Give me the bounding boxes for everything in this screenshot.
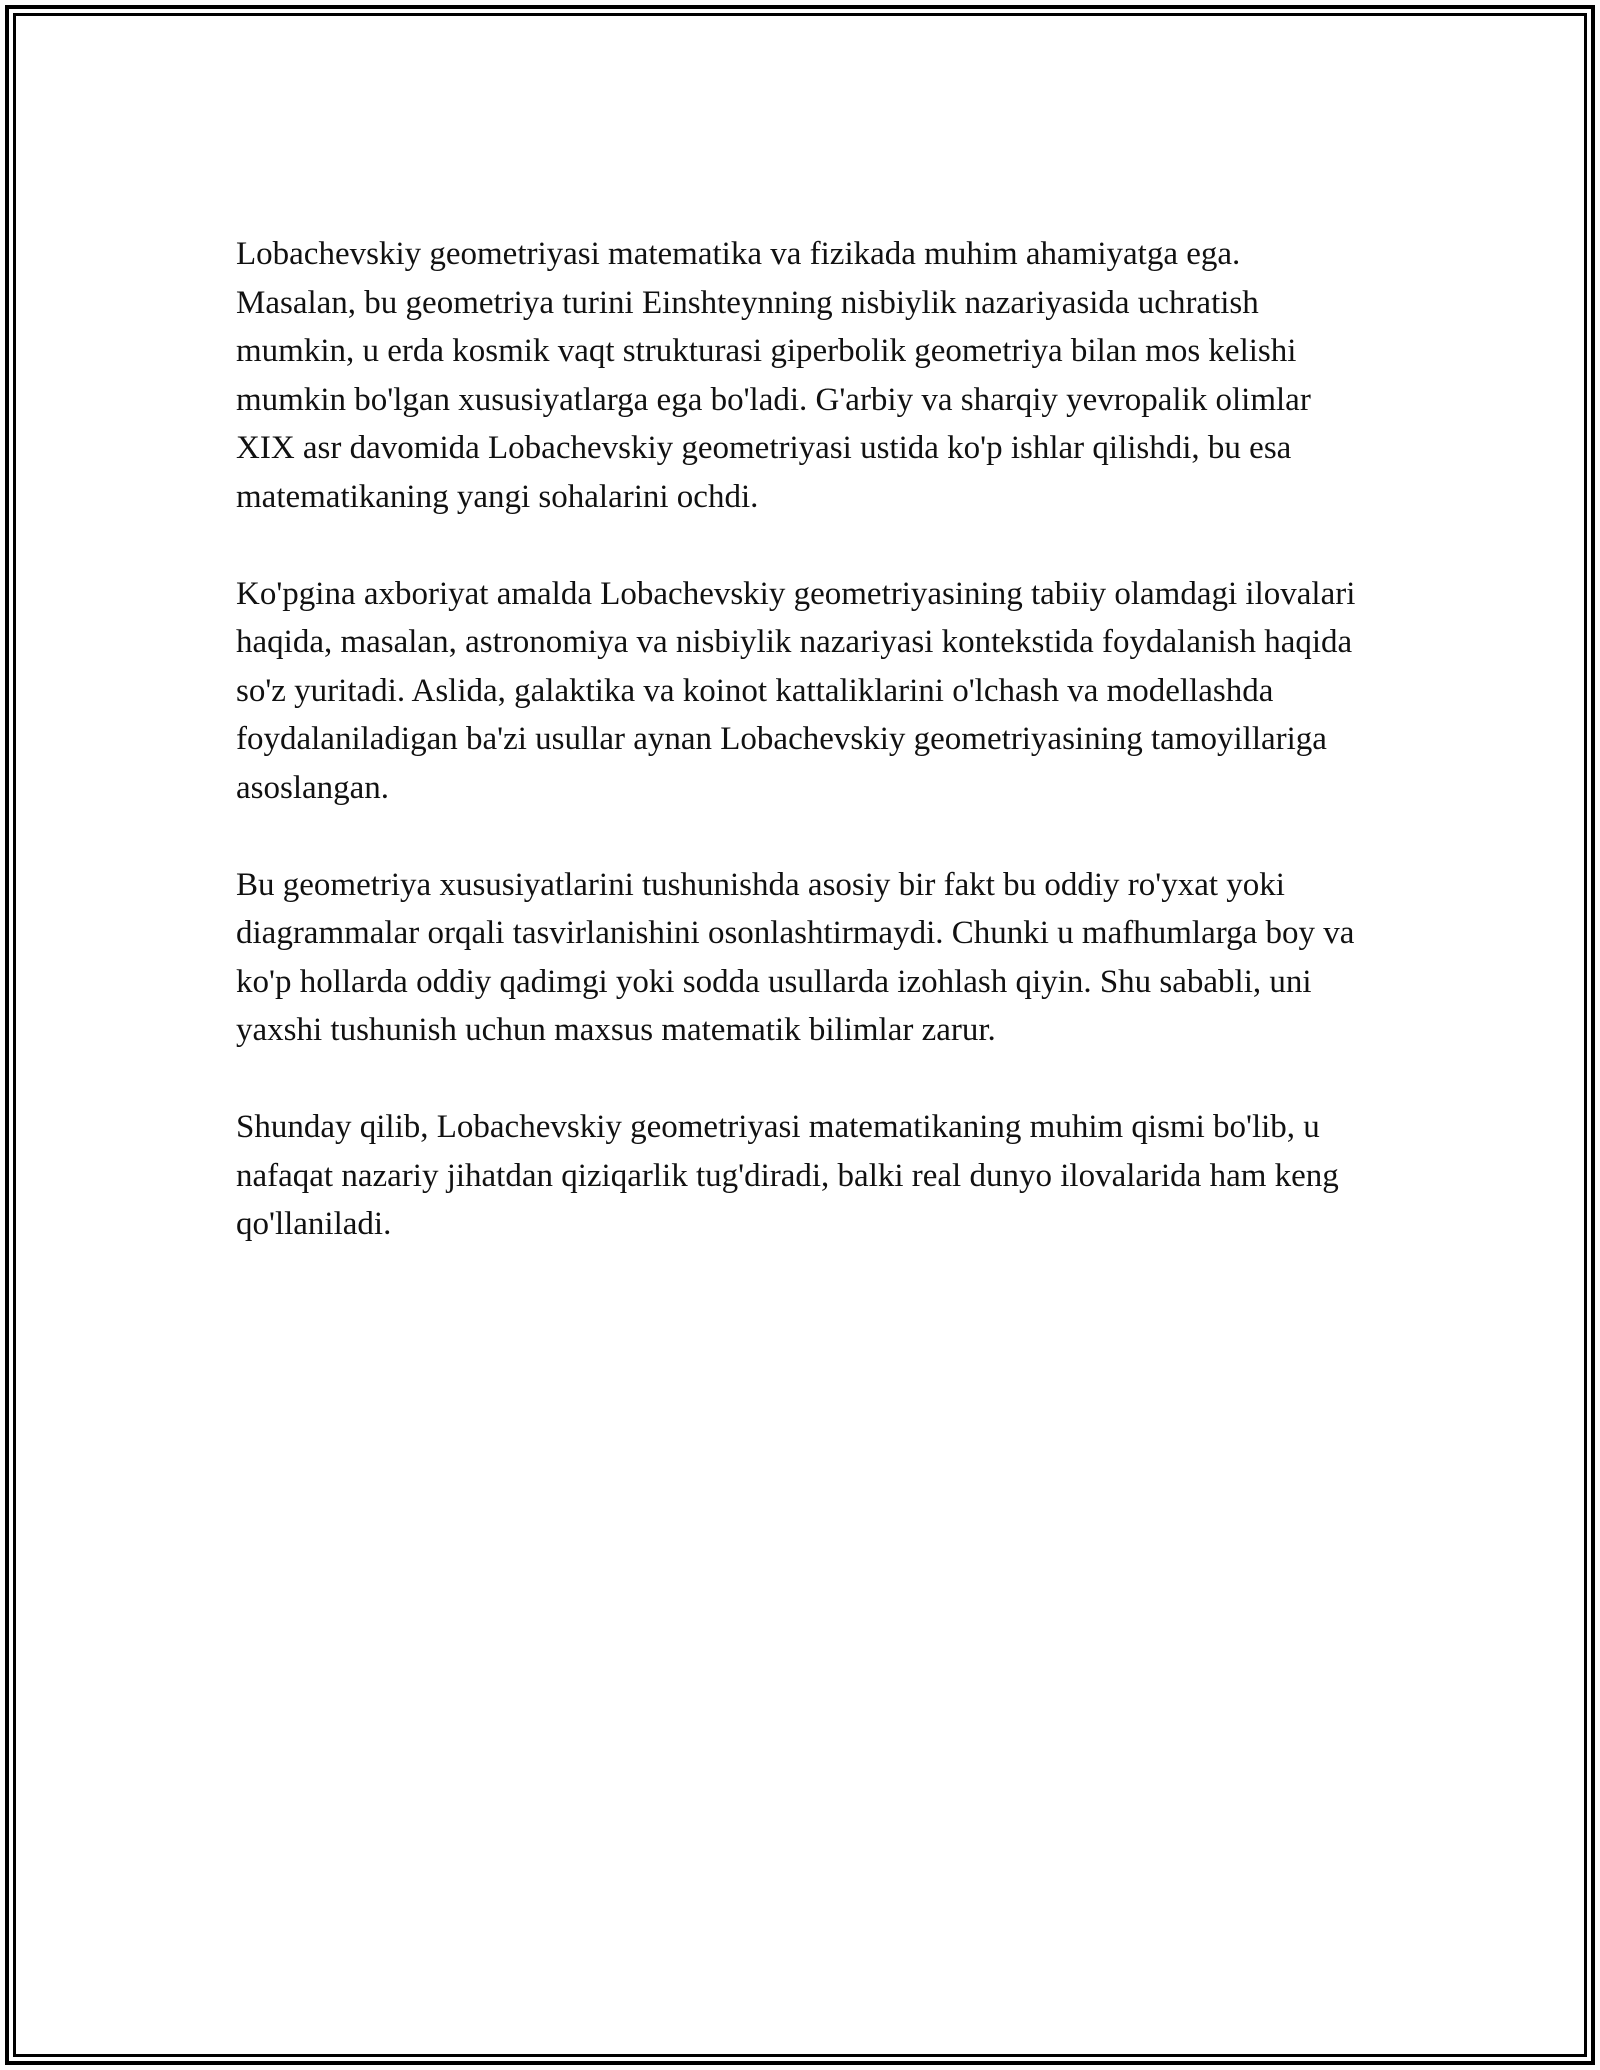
- paragraph-4: Shunday qilib, Lobachevskiy geometriyasi matematikaning muhim qismi bo'lib, u nafaqat nazariy jihatdan qiziqarlik tug'diradi, balki real dunyo ilovalarida ham keng qo'llaniladi.: [236, 1109, 1339, 1242]
- document-body: [236, 230, 1366, 1297]
- paragraph-2: Ko'pgina axboriyat amalda Lobachevskiy geometriyasining tabiiy olamdagi ilovalari haqida, masalan, astronomiya va nisbiylik nazariyasi kontekstida foydalanish haqida so'z yuritadi. Aslida, galaktika va koinot kattaliklarini o'lchash va modellashda foydalaniladigan ba'zi usullar aynan Lobachevskiy geometriyasining tamoyillariga asoslangan.: [236, 575, 1356, 806]
- paragraph-3: Bu geometriya xususiyatlarini tushunishda asosiy bir fakt bu oddiy ro'yxat yoki diagrammalar orqali tasvirlanishini osonlashtirmaydi. Chunki u mafhumlarga boy va ko'p hollarda oddiy qadimgi yoki sodda usullarda izohlash qiyin. Shu sababli, uni yaxshi tushunish uchun maxsus matematik bilimlar zarur.: [236, 866, 1355, 1048]
- paragraph-1: Lobachevskiy geometriyasi matematika va fizikada muhim ahamiyatga ega. Masalan, bu geometriya turini Einshteynning nisbiylik nazariyasida uchratish mumkin, u erda kosmik vaqt strukturasi giperbolik geometriya bilan mos kelishi mumkin bo'lgan xususiyatlarga ega bo'ladi. G'arbiy va sharqiy yevropalik olimlar XIX asr davomida Lobachevskiy geometriyasi ustida ko'p ishlar qilishdi, bu esa matematikaning yangi sohalarini ochdi.: [236, 236, 1311, 515]
